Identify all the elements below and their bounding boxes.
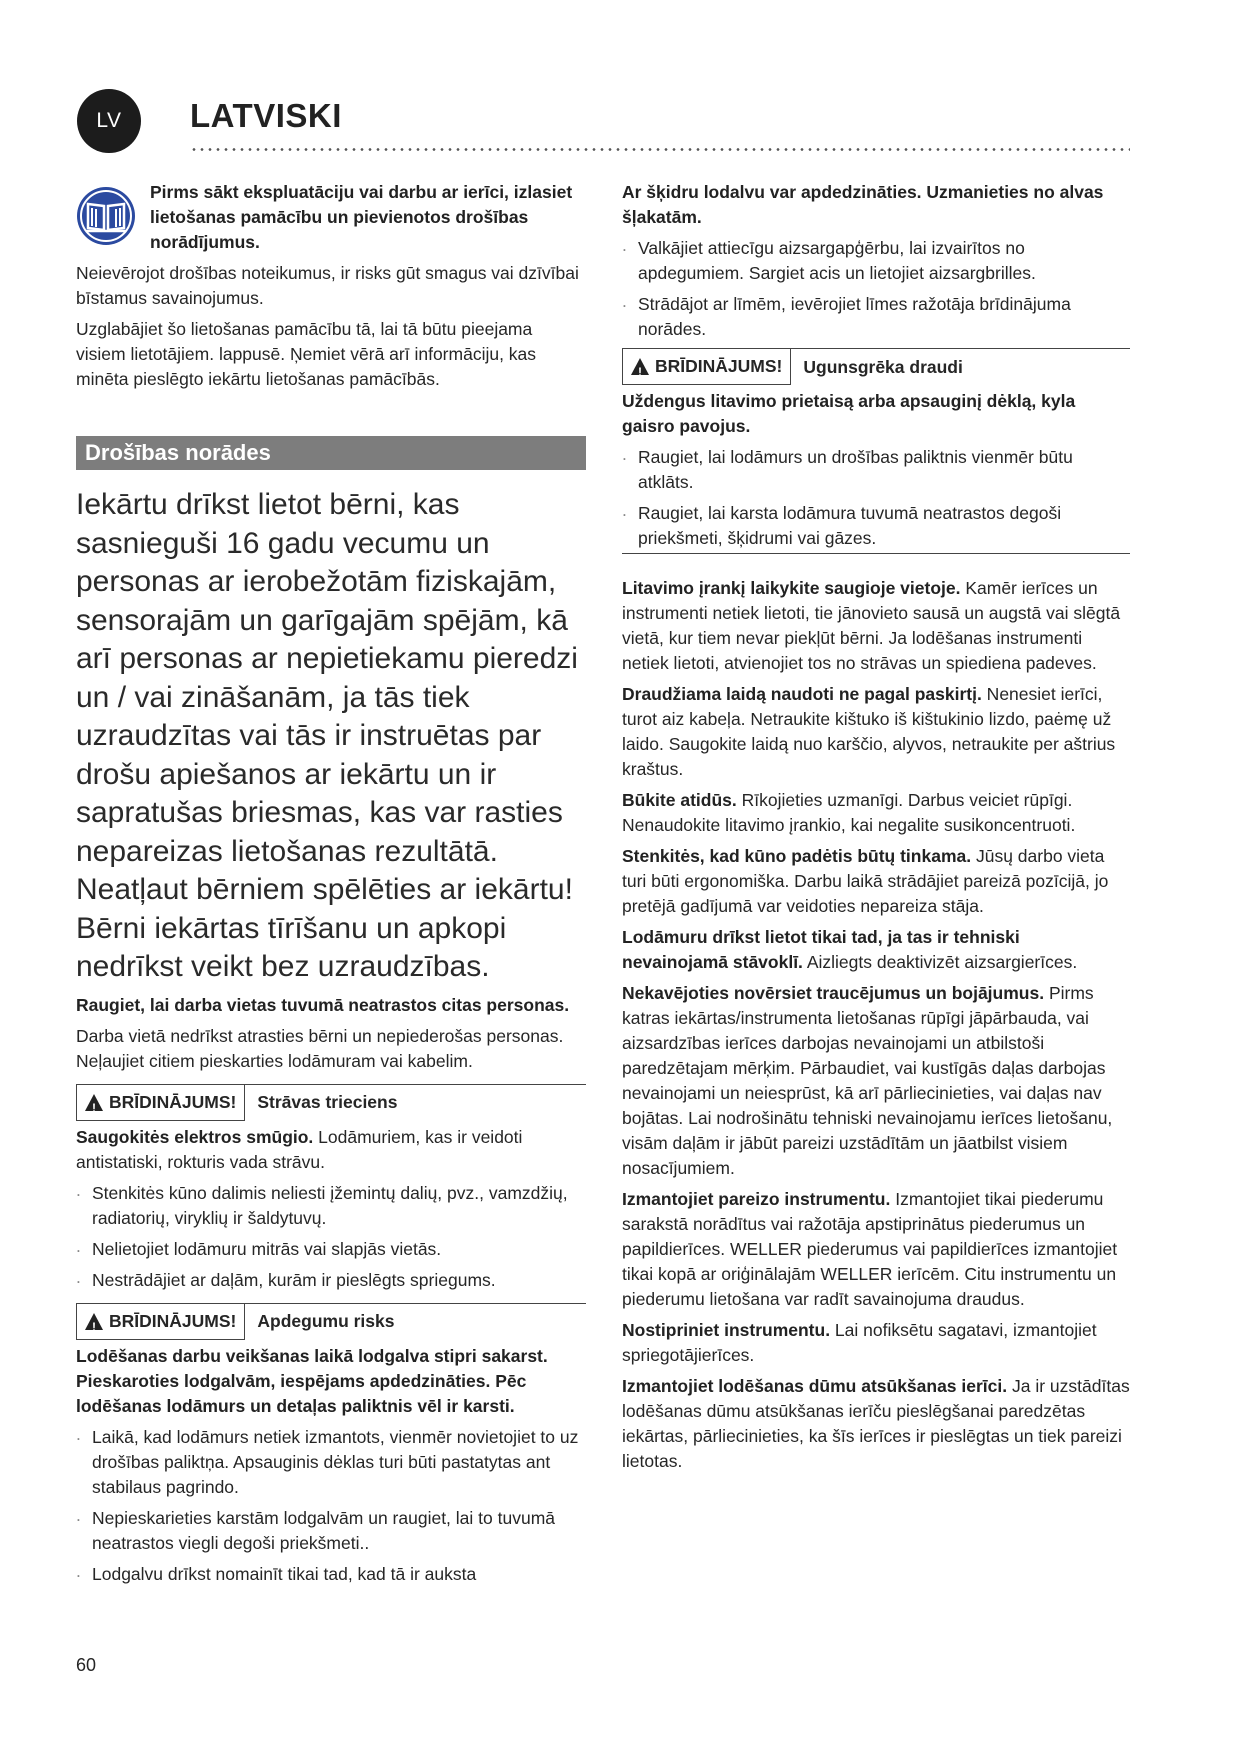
rule-text: Lai nofiksētu sagatavi, izmantojiet spriegotājierīces. [622,1320,1097,1365]
rule-paragraph [622,576,1130,676]
rule-paragraph [622,844,1130,919]
rule-text: Aizliegts deaktivizēt aizsargierīces. [802,952,1078,972]
rule-title: Nekavējoties novērsiet traucējumus un bojājumus. [622,983,1045,1003]
list-item: . Nepieskarieties karstām lodgalvām un raugiet, lai to tuvumā neatrastos viegli degoši priekšmeti.. [76,1506,586,1556]
electric-lead-text: Lodāmuriem, kas ir veidoti antistatiski, rokturis vada strāvu. [76,1126,523,1172]
rule-text: Izmantojiet tikai piederumu sarakstā norādītus vai ražotāja apstiprinātus piederumus un papildierīces. WELLER piederumus vai papildierīces izmantojiet tikai kopā ar oriģinālajām WELLER ierīcēm. Citu instrumentu un piederumu lietošana var radīt savainojuma draudus. [622,1189,1118,1309]
electric-lead-bold: Saugokitės elektros smūgio. [76,1126,314,1147]
fire-lead: Uždengus litavimo prietaisą arba apsauginį dėklą, kyla gaisro pavojus. [622,391,1076,436]
warning-label: BRĪDINĀJUMS! [109,1091,237,1112]
page-number: 60 [76,1655,97,1675]
rule-text: Ja ir uzstādītas lodēšanas dūmu atsūkšanas ierīču pieslēgšanai paredzētas iekārtas, pārliecinieties, ka šīs ierīces ir pieslēgtas un tiek pareizi lietotas. [622,1376,1130,1471]
rule-title: Draudžiama laidą naudoti ne pagal paskirtį. [622,684,982,704]
list-item: . Lodgalvu drīkst nomainīt tikai tad, kad tā ir auksta [76,1562,586,1587]
warning-electric-header [76,1084,586,1121]
warning-burn-header [76,1303,586,1340]
workplace-heading: Raugiet, lai darba vietas tuvumā neatrastos citas personas. [76,994,570,1015]
rule-paragraph [622,682,1130,782]
list-item: . Laikā, kad lodāmurs netiek izmantots, vienmēr novietojiet to uz drošības paliktņa. Apsauginis dėklas turi būti pastatytas ant stabilaus pagrindo. [76,1425,586,1500]
warning-topic: Ugunsgrēka draudi [803,356,963,377]
rule-title: Nostipriniet instrumentu. [622,1320,831,1340]
rule-paragraph [622,925,1130,975]
warning-icon [85,1313,103,1330]
list-item: . Nelietojiet lodāmuru mitrās vai slapjās vietās. [76,1237,586,1262]
warning-fire-bottom-rule [622,553,1130,554]
book-icon [76,186,136,246]
rule-paragraph [622,1374,1130,1474]
manual-notice-text: Pirms sākt ekspluatāciju vai darbu ar ierīci, izlasiet lietošanas pamācību un pievienotos drošības norādījumus. [150,182,573,252]
rule-text: Kamēr ierīces un instrumenti netiek lietoti, tie jānovieto sausā un augstā vai slēgtā vietā, kur tiem nevar piekļūt bērni. Ja lodēšanas instrumenti netiek lietoti, atvienojiet tos no strāvas un spiediena padeves. [622,578,1121,673]
warning-tag [76,1304,245,1340]
solder-burn-heading: Ar šķidru lodalvu var apdedzināties. Uzmanieties no alvas šļakatām. [622,182,1104,227]
rule-paragraph [622,788,1130,838]
rule-title: Būkite atidūs. [622,790,737,810]
rule-paragraph [622,981,1130,1181]
dotted-divider [190,148,1130,151]
section-heading: Drošības norādes [76,436,586,470]
list-item: . Valkājiet attiecīgu aizsargapģērbu, lai izvairītos no apdegumiem. Sargiet acis un lietojiet aizsargbrilles. [622,236,1130,286]
warning-icon [631,358,649,375]
list-item: . Raugiet, lai karsta lodāmura tuvumā neatrastos degoši priekšmeti, šķidrumi vai gāzes. [622,501,1130,551]
children-cleaning-text: Bērni iekārtas tīrīšanu un apkopi nedrīkst veikt bez uzraudzības. [76,911,507,983]
intro-paragraph-2: Uzglabājiet šo lietošanas pamācību tā, lai tā būtu pieejama visiem lietotājiem. lappusē. Ņemiet vērā arī informāciju, kas minēta pieslēgto iekārtu lietošanas pamācībās. [76,319,537,389]
warning-topic: Strāvas trieciens [257,1092,398,1112]
rule-title: Izmantojiet lodēšanas dūmu atsūkšanas ierīci. [622,1376,1008,1396]
left-column [76,180,586,1587]
list-item: . Stenkitės kūno dalimis neliesti įžemintų dalių, pvz., vamzdžių, radiatorių, viryklių ir šaldytuvų. [76,1181,586,1231]
children-warning-text: Iekārtu drīkst lietot bērni, kas sasnieguši 16 gadu vecumu un personas ar ierobežotām fiziskajām, sensorajām un garīgajām spējām, kā arī personas ar nepietiekamu pieredzi un / vai zināšanām, ja tās tiek uzraudzītas vai tās ir instruētas par drošu apiešanos ar iekārtu un ir sapratušas briesmas, kas var rasties nepareizas lietošanas rezultātā. Neatļaut bērniem spēlēties ar iekārtu! [76,488,578,906]
rule-paragraph [622,1187,1130,1312]
warning-topic: Apdegumu risks [257,1311,395,1331]
manual-notice [76,180,586,255]
rule-text: Rīkojieties uzmanīgi. Darbus veiciet rūpīgi. Nenaudokite litavimo įrankio, kai negalite susikoncentruoti. [622,790,1076,835]
rule-title: Stenkitės, kad kūno padėtis būtų tinkama. [622,846,972,866]
warning-label: BRĪDINĀJUMS! [109,1310,237,1331]
list-item: . Raugiet, lai lodāmurs un drošības paliktnis vienmēr būtu atklāts. [622,445,1130,495]
right-column [622,180,1130,1474]
warning-tag [76,1085,245,1121]
list-item: . Nestrādājiet ar daļām, kurām ir pieslēgts spriegums. [76,1268,586,1293]
intro-paragraph-1: Neievērojot drošības noteikumus, ir risks gūt smagus vai dzīvībai bīstamus savainojumus. [76,263,579,308]
rule-text: Jūsų darbo vieta turi būti ergonomiška. Darbu laikā strādājiet pareizā pozīcijā, jo pretējā gadījumā var veidoties nepareiza stāja. [622,846,1109,916]
rule-text: Pirms katras iekārtas/instrumenta lietošanas rūpīgi jāpārbauda, vai aizsardzības ierīces darbojas nevainojami un atbilstoši paredzētajam mērķim. Pārbaudiet, vai kustīgās daļas darbojas nevainojami un neiesprūst, kā arī pārliecinieties, vai daļas nav bojātas. Lai nodrošinātu tehniski nevainojamu ierīces lietošanu, visām daļām ir jābūt pareizi uzstādītām un jāatbilst visiem nosacījumiem. [622,983,1113,1178]
warning-tag [622,349,791,385]
rule-title: Litavimo įrankį laikykite saugioje vietoje. [622,578,961,598]
electric-lead [76,1125,586,1175]
list-item: . Strādājot ar līmēm, ievērojiet līmes ražotāja brīdinājuma norādes. [622,292,1130,342]
rule-text: Nenesiet ierīci, turot aiz kabeļa. Netraukite kištuko iš kištukinio lizdo, paėmę už laido. Saugokite laidą nuo karščio, alyvos, netraukite per aštrius kraštus. [622,684,1116,779]
warning-icon [85,1094,103,1111]
rule-title: Lodāmuru drīkst lietot tikai tad, ja tas ir tehniski nevainojamā stāvoklī. [622,927,1020,972]
rule-paragraph [622,1318,1130,1368]
rules-list [622,576,1130,1474]
burn-lead: Lodēšanas darbu veikšanas laikā lodgalva stipri sakarst. Pieskaroties lodgalvām, iespējams apdedzināties. Pēc lodēšanas lodāmurs un detaļas paliktnis vēl ir karsti. [76,1345,548,1416]
workplace-text: Darba vietā nedrīkst atrasties bērni un nepiederošas personas. Neļaujiet citiem pieskarties lodāmuram vai kabelim. [76,1025,564,1071]
rule-title: Izmantojiet pareizo instrumentu. [622,1189,891,1209]
warning-fire-header [622,348,1130,385]
warning-label: BRĪDINĀJUMS! [655,356,783,376]
language-badge: LV [77,89,141,153]
page-title: LATVISKI [190,97,342,134]
